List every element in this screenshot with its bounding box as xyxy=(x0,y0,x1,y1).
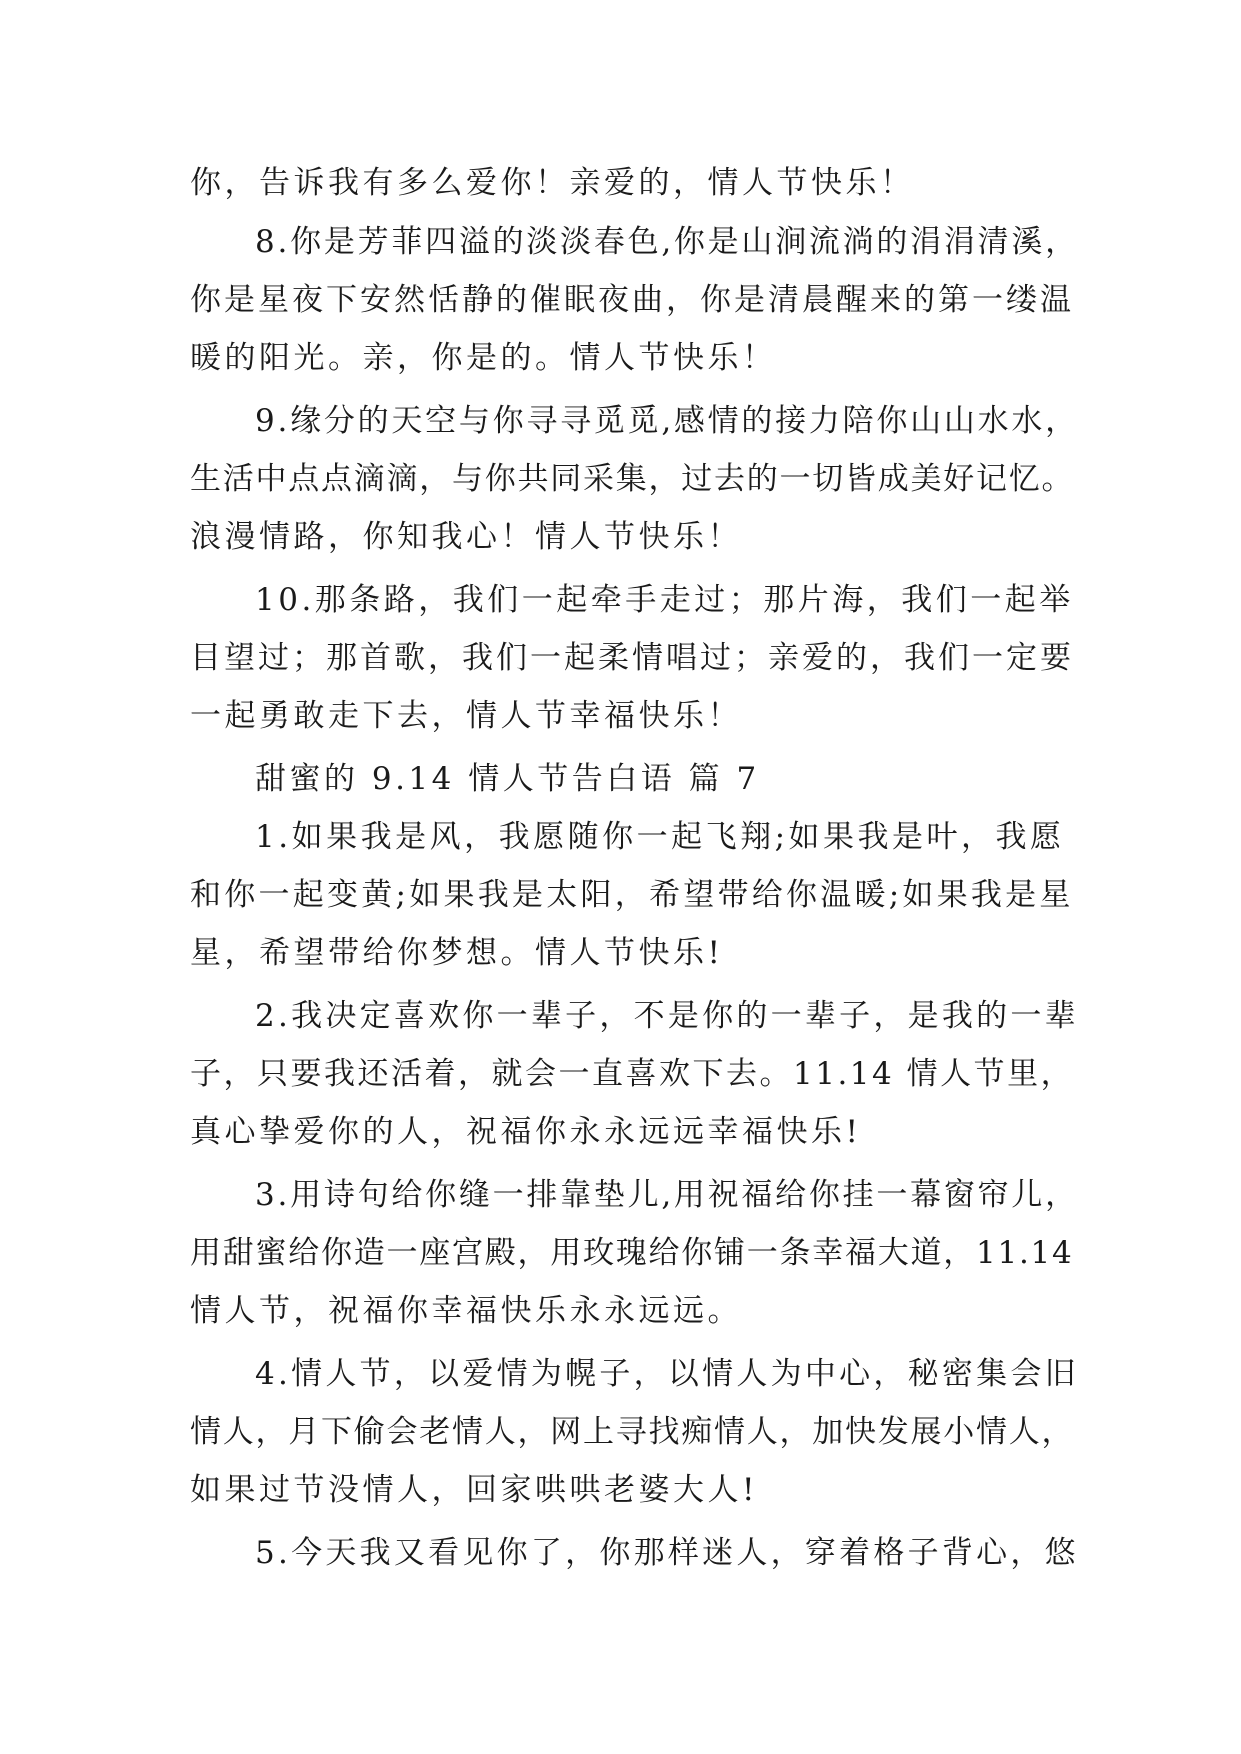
text-line: 星，希望带给你梦想。情人节快乐! xyxy=(190,935,724,971)
text-line: 一起勇敢走下去，情人节幸福快乐！ xyxy=(190,698,742,734)
text-line: 子，只要我还活着，就会一直喜欢下去。11.14 情人节里， xyxy=(190,1056,1075,1092)
text-line: 3.用诗句给你缝一排靠垫儿,用祝福给你挂一幕窗帘儿， xyxy=(255,1177,1079,1213)
text-line: 用甜蜜给你造一座宫殿，用玫瑰给你铺一条幸福大道，11.14 xyxy=(190,1235,1074,1271)
text-line: 真心挚爱你的人，祝福你永永远远幸福快乐! xyxy=(190,1114,862,1150)
text-line: 目望过；那首歌，我们一起柔情唱过；亲爱的，我们一定要 xyxy=(190,640,1074,676)
text-line: 如果过节没情人，回家哄哄老婆大人! xyxy=(190,1472,758,1508)
text-line: 5.今天我又看见你了，你那样迷人，穿着格子背心，悠 xyxy=(255,1535,1079,1571)
text-line: 你，告诉我有多么爱你！亲爱的，情人节快乐！ xyxy=(190,165,915,201)
text-line: 你是星夜下安然恬静的催眠夜曲，你是清晨醒来的第一缕温 xyxy=(190,282,1074,318)
text-line: 1.如果我是风，我愿随你一起飞翔;如果我是叶，我愿 xyxy=(255,819,1065,855)
text-line: 8.你是芳菲四溢的淡淡春色,你是山涧流淌的涓涓清溪， xyxy=(255,224,1079,260)
text-line: 情人节，祝福你幸福快乐永永远远。 xyxy=(190,1293,742,1329)
text-line: 10.那条路，我们一起牵手走过；那片海，我们一起举 xyxy=(255,582,1074,618)
text-line: 生活中点点滴滴，与你共同采集，过去的一切皆成美好记忆。 xyxy=(190,461,1075,497)
text-line: 9.缘分的天空与你寻寻觅觅,感情的接力陪你山山水水， xyxy=(255,403,1079,439)
text-line: 情人，月下偷会老情人，网上寻找痴情人，加快发展小情人， xyxy=(190,1414,1075,1450)
text-line: 和你一起变黄;如果我是太阳，希望带给你温暖;如果我是星 xyxy=(190,877,1074,913)
text-line: 暖的阳光。亲，你是的。情人节快乐！ xyxy=(190,340,777,376)
text-line: 浪漫情路，你知我心！情人节快乐！ xyxy=(190,519,742,555)
text-line: 4.情人节，以爱情为幌子，以情人为中心，秘密集会旧 xyxy=(255,1356,1079,1392)
text-line: 2.我决定喜欢你一辈子，不是你的一辈子，是我的一辈 xyxy=(255,998,1079,1034)
section-heading: 甜蜜的 9.14 情人节告白语 篇 7 xyxy=(255,761,760,797)
